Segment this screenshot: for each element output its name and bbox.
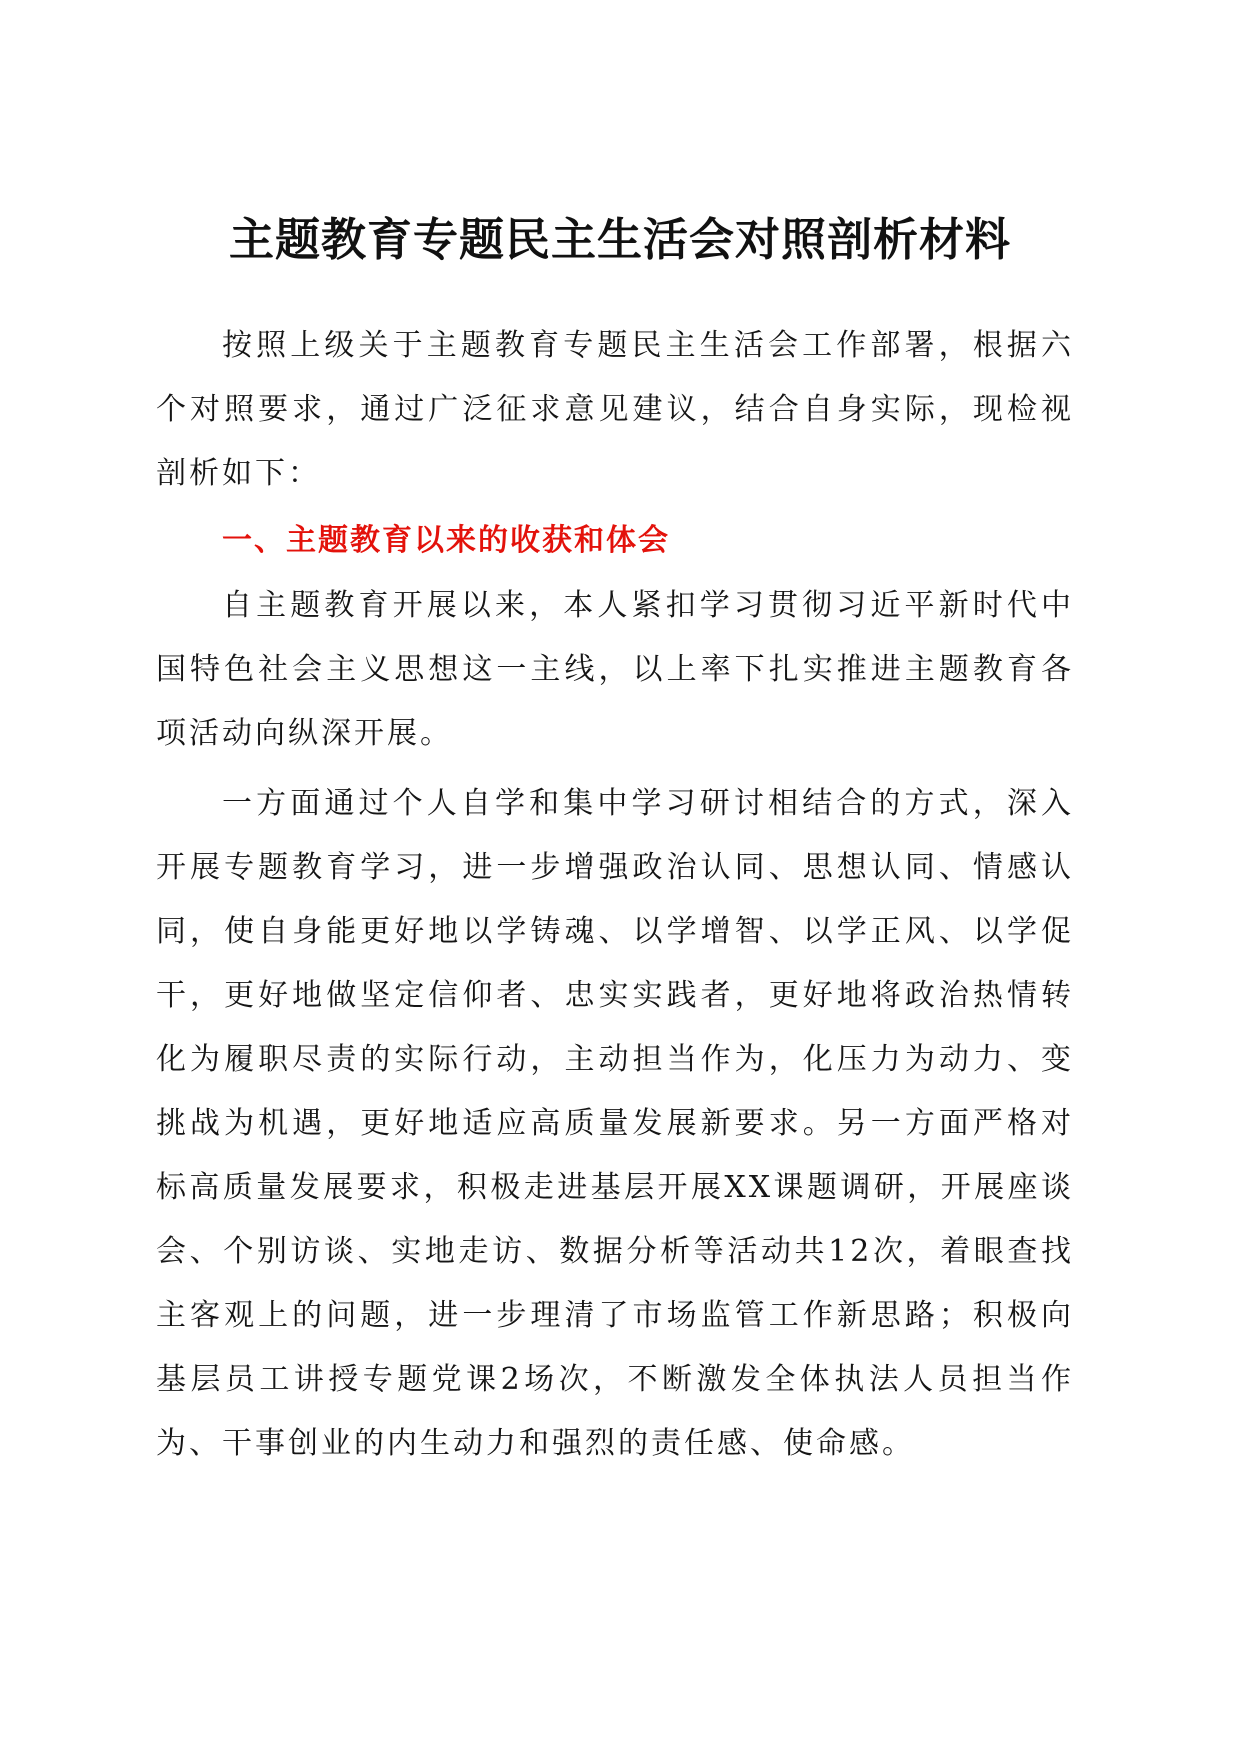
document-title: 主题教育专题民主生活会对照剖析材料 [228, 213, 1011, 266]
intro-paragraph: 按照上级关于主题教育专题民主生活会工作部署，根据六个对照要求，通过广泛征求意见建议，结合自身实际，现检视剖析如下： [156, 328, 1074, 491]
body-paragraph: 自主题教育开展以来，本人紧扣学习贯彻习近平新时代中国特色社会主义思想这一主线，以上率下扎实推进主题教育各项活动向纵深开展。 [156, 588, 1074, 751]
section-heading: 一、主题教育以来的收获和体会 [222, 523, 670, 558]
body-paragraph: 一方面通过个人自学和集中学习研讨相结合的方式，深入开展专题教育学习，进一步增强政治认同、思想认同、情感认同，使自身能更好地以学铸魂、以学增智、以学正风、以学促干，更好地做坚定信仰者、忠实实践者，更好地将政治热情转化为履职尽责的实际行动，主动担当作为，化压力为动力、变挑战为机遇，更好地适应高质量发展新要求。另一方面严格对标高质量发展要求，积极走进基层开展XX课题调研，开展座谈会、个别访谈、实地走访、数据分析等活动共12次，着眼查找主客观上的问题，进一步理清了市场监管工作新思路；积极向基层员工讲授专题党课2场次，不断激发全体执法人员担当作为、干事创业的内生动力和强烈的责任感、使命感。 [156, 786, 1074, 1461]
